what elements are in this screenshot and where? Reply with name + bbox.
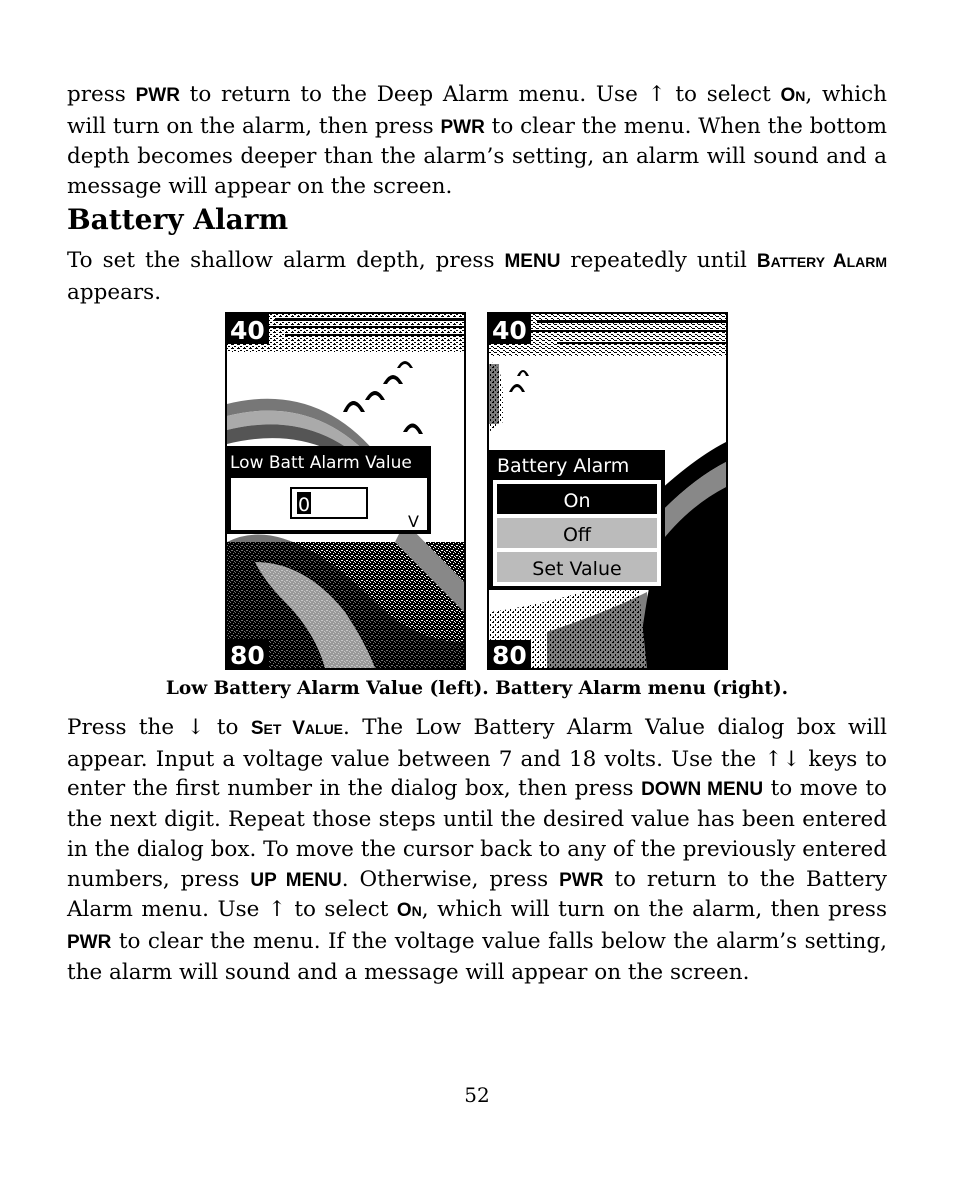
depth-label-bottom: 80 [230, 641, 265, 670]
paragraph-set-value: Press the ↓ to SET VALUE. The Low Battery Alarm Value dialog box will appear. Input a voltage value between 7 and 18 volts. Use the ↑↓ keys to enter the first number in the dialog box, then press DOWN MENU to move to the next digit. Repeat those steps until the desired value has been entered in the dialog box. To move the cursor back to any of the previously entered numbers, press UP MENU. Otherwise, press PWR to return to the Battery Alarm menu. Use ↑ to select ON, which will turn on the alarm, then press PWR to clear the menu. If the voltage value falls below the alarm’s setting, the alarm will sound and a message will appear on the screen. [67, 715, 888, 985]
menu-option-on: ON [780, 85, 806, 106]
menu-item-set-value[interactable]: Set Value [532, 558, 622, 580]
page-number: 52 [464, 1083, 490, 1107]
key-pwr: PWR [440, 116, 485, 138]
key-up-menu: UP MENU [250, 869, 342, 891]
menu-item-on[interactable]: On [563, 490, 591, 512]
key-pwr: PWR [135, 85, 180, 106]
depth-label-top: 40 [230, 316, 265, 345]
key-down-menu: DOWN MENU [641, 779, 764, 801]
up-arrow-icon: ↑ [267, 897, 286, 923]
menu-title: Battery Alarm [497, 455, 630, 477]
down-arrow-icon: ↓ [186, 715, 205, 740]
section-heading: Battery Alarm [67, 203, 289, 236]
dialog-title: Low Batt Alarm Value [230, 453, 412, 473]
key-pwr: PWR [67, 931, 112, 953]
paragraph-intro: press PWR to return to the Deep Alarm menu. Use ↑ to select ON, which will turn on the alarm, then press PWR to clear the menu. When the bottom depth becomes deeper than the alarm’s setting, an alarm will sound and a message will appear on the screen. [67, 82, 887, 200]
depth-label-bottom: 80 [492, 641, 527, 670]
menu-name-battery-alarm: BATTERY ALARM [756, 251, 887, 272]
menu-option-set-value: SET VALUE [250, 718, 344, 739]
depth-label-top: 40 [492, 316, 527, 345]
key-menu: MENU [504, 251, 561, 272]
value-field[interactable] [298, 494, 351, 516]
screenshot-low-batt-alarm-value [225, 312, 466, 670]
screenshot-battery-alarm-menu [487, 312, 728, 670]
unit-label: V [408, 512, 419, 531]
value-digits[interactable]: 0007 [298, 494, 352, 516]
menu-item-off[interactable]: Off [562, 524, 592, 546]
figure-caption: Low Battery Alarm Value (left). Battery Alarm menu (right). [165, 678, 789, 699]
menu-option-on: ON [396, 900, 422, 922]
paragraph-battery-alarm-intro: To set the shallow alarm depth, press MENU repeatedly until BATTERY ALARM appears. [67, 248, 887, 305]
up-arrow-icon: ↑ [647, 82, 666, 107]
key-pwr: PWR [559, 869, 604, 891]
up-down-arrows-icon: ↑↓ [764, 746, 801, 772]
